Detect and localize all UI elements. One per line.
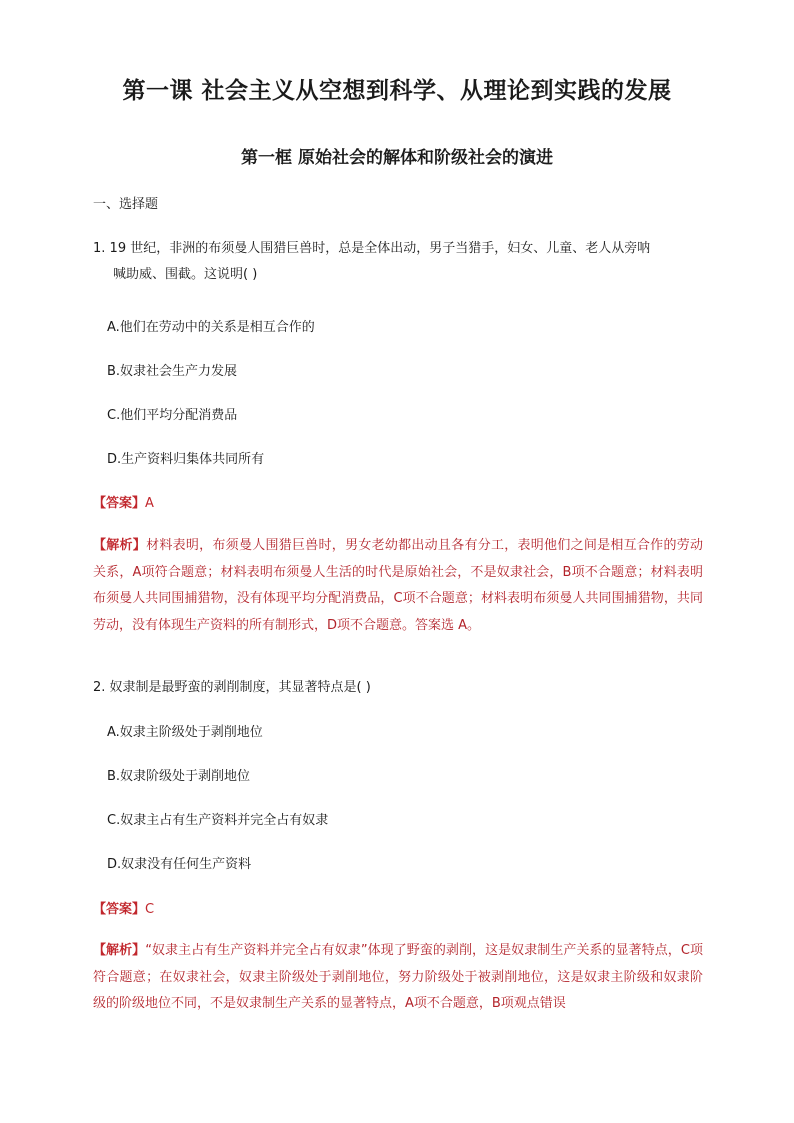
question-1-answer-label: 【答案】 xyxy=(93,496,146,511)
question-1-answer-value: A xyxy=(145,496,154,511)
section-heading: 一、选择题 xyxy=(93,197,159,212)
question-2-stem xyxy=(93,675,703,701)
question-1-stem-line1: 19 世纪，非洲的布须曼人围猎巨兽时，总是全体出动，男子当猎手，妇女、儿童、老人从旁呐 xyxy=(109,241,651,256)
question-1-number: 1. xyxy=(93,241,106,256)
question-1-explanation-label: 【解析】 xyxy=(93,538,147,553)
question-1-stem-line2: 喊助威、围截。这说明( ) xyxy=(113,267,258,282)
page-title: 第一课 社会主义从空想到科学、从理论到实践的发展 xyxy=(122,77,672,104)
question-1-explanation-text: 材料表明，布须曼人围猎巨兽时，男女老幼都出动且各有分工，表明他们之间是相互合作的劳动关系，A项符合题意；材料表明布须曼人生活的时代是原始社会，不是奴隶社会，B项不合题意；材料表明布须曼人共同围捕猎物，没有体现平均分配消费品，C项不合题意；材料表明布须曼人共同围捕猎物，共同劳动，没有体现生产资料的所有制形式，D项不合题意。答案选 A。 xyxy=(93,538,703,633)
question-2-explanation-text: “奴隶主占有生产资料并完全占有奴隶”体现了野蛮的剥削，这是奴隶制生产关系的显著特点，C项符合题意；在奴隶社会，奴隶主阶级处于剥削地位，努力阶级处于被剥削地位，这是奴隶主阶级和奴隶阶级的阶级地位不同，不是奴隶制生产关系的显著特点，A项不合题意，B项观点错误 xyxy=(93,943,703,1011)
question-2-option-b: B.奴隶阶级处于剥削地位 xyxy=(107,769,251,784)
question-1-explanation xyxy=(93,533,703,639)
question-2-number: 2. xyxy=(93,680,106,695)
question-1-option-c: C.他们平均分配消费品 xyxy=(107,408,238,423)
question-1-option-b: B.奴隶社会生产力发展 xyxy=(107,364,238,379)
question-2-answer xyxy=(93,898,154,917)
page-subtitle: 第一框 原始社会的解体和阶级社会的演进 xyxy=(241,148,553,168)
question-2-explanation-label: 【解析】 xyxy=(93,943,146,958)
question-1-stem xyxy=(93,236,703,288)
question-2-option-d: D.奴隶没有任何生产资料 xyxy=(107,857,252,872)
question-1-option-d: D.生产资料归集体共同所有 xyxy=(107,452,265,467)
question-2-answer-label: 【答案】 xyxy=(93,902,146,917)
question-2-option-c: C.奴隶主占有生产资料并完全占有奴隶 xyxy=(107,813,329,828)
question-2-option-a: A.奴隶主阶级处于剥削地位 xyxy=(107,725,263,740)
question-2-explanation xyxy=(93,938,703,1018)
question-2-stem-line1: 奴隶制是最野蛮的剥削制度，其显著特点是( ) xyxy=(109,680,371,695)
question-1-answer xyxy=(93,492,154,511)
question-2-answer-value: C xyxy=(145,902,155,917)
question-1-option-a: A.他们在劳动中的关系是相互合作的 xyxy=(107,320,315,335)
